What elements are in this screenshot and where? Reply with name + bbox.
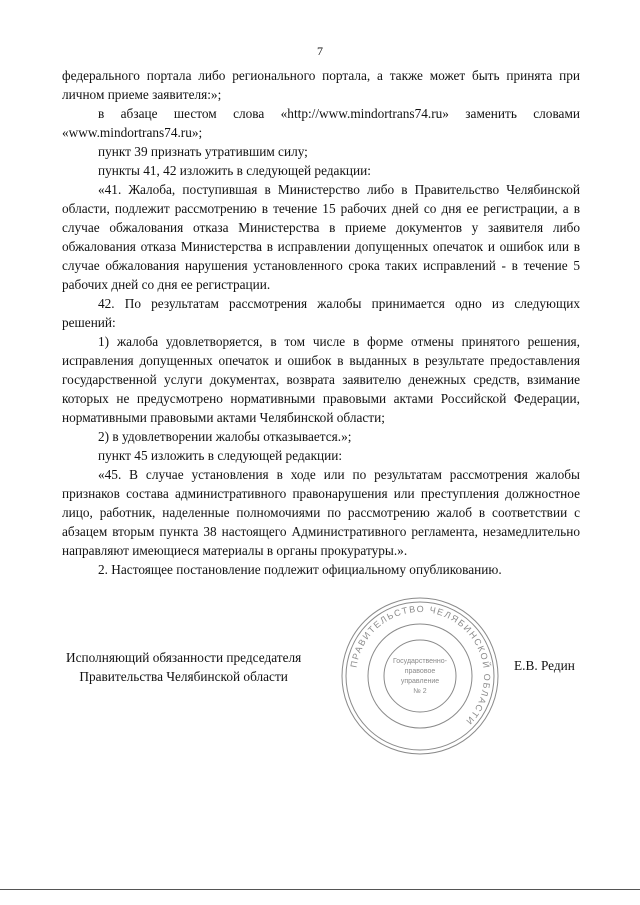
seal-outer-ring [342,598,498,754]
seal-outer-text: ПРАВИТЕЛЬСТВО ЧЕЛЯБИНСКОЙ ОБЛАСТИ [348,603,493,728]
page-bottom-rule [0,889,640,890]
paragraph: в абзаце шестом слова «http://www.mindortrans74.ru» заменить словами «www.mindortrans74.ru»; [62,106,580,140]
paragraph: пункт 39 признать утратившим силу; [98,144,308,159]
signatory-position-line-1: Исполняющий обязанности председателя [66,650,302,665]
paragraph: 2. Настоящее постановление подлежит официальному опубликованию. [98,562,502,577]
seal-inner-ring [384,640,456,712]
page-number: 7 [317,44,323,58]
seal-inner-line-2: правовое [404,668,436,675]
paragraph: «45. В случае установления в ходе или по результатам рассмотрения жалобы признаков состава административного правонарушения или преступления должностное лицо, работник, наделенные полномочиями по рассмотрению жалоб в соответствии с абзацем вторым пункта 38 настоящего Административного регламента, незамедлительно направляют имеющиеся материалы в органы прокуратуры.». [62,467,580,558]
document-body [62,66,580,579]
signatory-name: Е.В. Редин [514,658,575,673]
seal-inner-line-4: № 2 [413,688,427,695]
paragraph: «41. Жалоба, поступившая в Министерство либо в Правительство Челябинской области, подлежит рассмотрению в течение 15 рабочих дней со дня ее регистрации, а в случае обжалования отказа Министерства в приеме документов у заявителя либо обжалования отказа Министерства в исправлении допущенных опечаток и ошибок или в случае обжалования нарушения установленного срока таких исправлений - в течение 5 рабочих дней со дня ее регистрации. [62,182,580,292]
paragraph: 42. По результатам рассмотрения жалобы принимается одно из следующих решений: [62,296,580,330]
signatory-position [66,648,301,686]
signatory-position-line-2: Правительства Челябинской области [79,669,288,684]
paragraph: пункт 45 изложить в следующей редакции: [98,448,343,463]
official-seal [338,594,502,758]
paragraph: пункты 41, 42 изложить в следующей редакции: [98,163,371,178]
paragraph: 1) жалоба удовлетворяется, в том числе в форме отмены принятого решения, исправления допущенных опечаток и ошибок в выданных в результате предоставления государственной услуги документах, возврата заявителю денежных средств, взимание которых не предусмотрено нормативными правовыми актами Российской Федерации, нормативными правовыми актами Челябинской области; [62,334,580,425]
seal-inner-line-1: Государственно- [392,658,448,665]
paragraph: федерального портала либо регионального портала, а также может быть принята при личном приеме заявителя:»; [62,68,580,102]
seal-inner-line-3: управление [400,678,440,685]
paragraph: 2) в удовлетворении жалобы отказывается.»; [98,429,352,444]
